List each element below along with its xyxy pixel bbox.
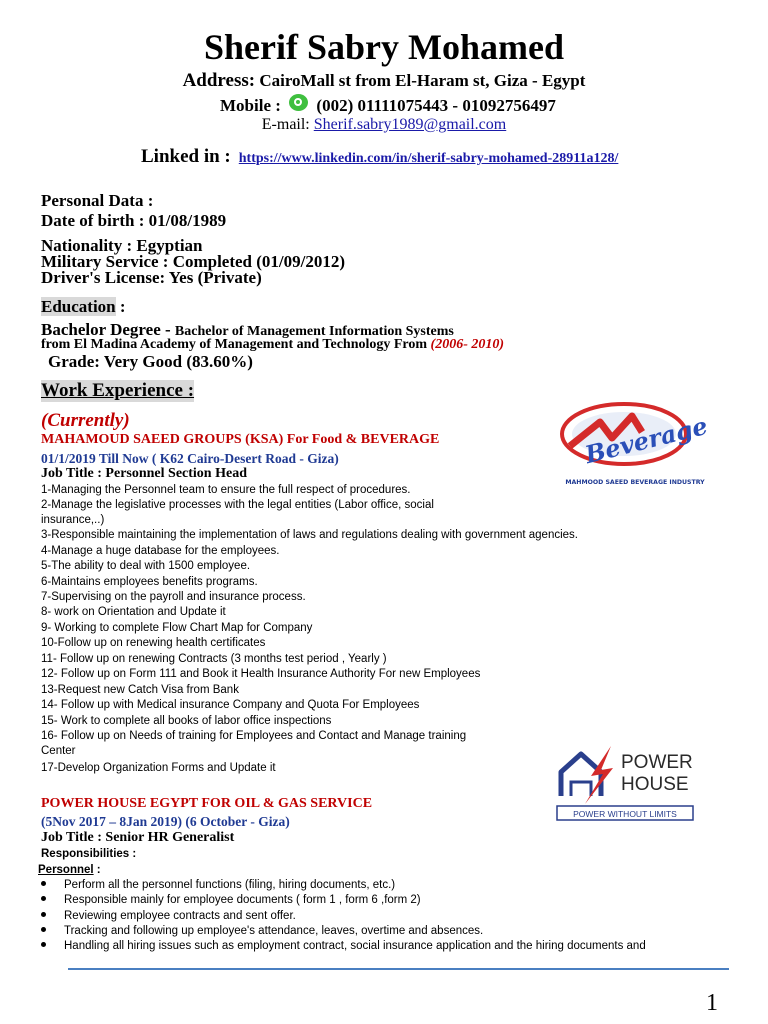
email-line bbox=[0, 116, 768, 134]
job1-duty: 8- work on Orientation and Update it bbox=[41, 606, 226, 618]
job1-duty: 14- Follow up with Medical insurance Company and Quota For Employees bbox=[41, 699, 420, 711]
military-service: Military Service : Completed (01/09/2012) bbox=[41, 252, 346, 271]
power-house-logo-line1: POWER bbox=[621, 752, 693, 773]
mobile-label: Mobile : bbox=[220, 96, 281, 115]
candidate-name: Sherif Sabry Mohamed bbox=[204, 27, 564, 67]
academy-years: (2006- 2010) bbox=[430, 337, 505, 352]
job1-duty: 2-Manage the legislative processes with the legal entities (Labor office, social bbox=[41, 499, 434, 511]
academy-line bbox=[41, 337, 504, 353]
degree-label: Bachelor Degree - bbox=[41, 320, 175, 339]
job2-dates: (5Nov 2017 – 8Jan 2019) (6 October - Giza) bbox=[41, 814, 290, 829]
mobile-value: (002) 01111075443 - 01092756497 bbox=[316, 96, 556, 115]
job2-bullet-text: Tracking and following up employee's attendance, leaves, overtime and absences. bbox=[64, 925, 484, 937]
job2-bullet-text: Handling all hiring issues such as employment contract, social insurance application and the hiring documents and bbox=[64, 940, 646, 952]
email-link[interactable]: Sherif.sabry1989@gmail.com bbox=[313, 116, 507, 133]
education-heading-text: Education bbox=[41, 297, 116, 316]
personnel-label: Personnel bbox=[38, 864, 94, 876]
beverage-logo-text: Beverage bbox=[582, 410, 711, 470]
job1-duty: 12- Follow up on Form 111 and Book it Health Insurance Authority For new Employees bbox=[41, 668, 481, 680]
job2-bullet-text: Perform all the personnel functions (filing, hiring documents, etc.) bbox=[64, 879, 396, 891]
currently-label: (Currently) bbox=[41, 410, 130, 431]
bullet-dot-icon bbox=[41, 881, 46, 886]
job1-duty: 13-Request new Catch Visa from Bank bbox=[41, 684, 239, 696]
job1-dates: 01/1/2019 Till Now ( K62 Cairo-Desert Road - Giza) bbox=[41, 451, 339, 466]
job1-duty: 15- Work to complete all books of labor office inspections bbox=[41, 715, 332, 727]
linkedin-label: Linked in : bbox=[141, 146, 231, 167]
job2-title: Job Title : Senior HR Generalist bbox=[41, 830, 235, 845]
power-house-logo bbox=[555, 742, 695, 824]
bullet-dot-icon bbox=[41, 927, 46, 932]
job2-bullet bbox=[41, 925, 483, 937]
job2-bullet bbox=[41, 879, 395, 891]
job1-duty: 10-Follow up on renewing health certificates bbox=[41, 637, 266, 649]
drivers-license: Driver's License: Yes (Private) bbox=[41, 268, 262, 287]
linkedin-link[interactable]: https://www.linkedin.com/in/sherif-sabry-mohamed-28911a128/ bbox=[238, 151, 619, 166]
date-of-birth: Date of birth : 01/08/1989 bbox=[41, 211, 227, 230]
degree-value: Bachelor of Management Information Systems bbox=[174, 324, 454, 339]
job1-duty: 1-Managing the Personnel team to ensure the full respect of procedures. bbox=[41, 484, 411, 496]
education-heading-suffix: : bbox=[115, 297, 126, 316]
address-value: CairoMall st from El-Haram st, Giza - Egypt bbox=[255, 71, 586, 90]
personal-data-heading: Personal Data : bbox=[41, 191, 154, 210]
footer-divider bbox=[68, 968, 729, 970]
power-house-tagline: POWER WITHOUT LIMITS bbox=[573, 809, 677, 819]
education-heading bbox=[41, 297, 126, 317]
job2-bullet-text: Responsible mainly for employee documents ( form 1 , form 6 ,form 2) bbox=[64, 894, 421, 906]
address-line bbox=[0, 70, 768, 92]
mobile-line bbox=[220, 96, 556, 116]
bullet-dot-icon bbox=[41, 912, 46, 917]
grade-line: Grade: Very Good (83.60%) bbox=[48, 352, 253, 371]
job1-duty: 3-Responsible maintaining the implementation of laws and regulations dealing with government agencies. bbox=[41, 529, 578, 541]
beverage-logo-caption: MAHMOOD SAEED BEVERAGE INDUSTRY bbox=[565, 479, 705, 486]
power-house-logo-line2: HOUSE bbox=[621, 774, 689, 795]
job1-duty: 17-Develop Organization Forms and Update it bbox=[41, 762, 276, 774]
bullet-dot-icon bbox=[41, 896, 46, 901]
nationality: Nationality : Egyptian bbox=[41, 236, 203, 255]
personnel-heading bbox=[38, 864, 101, 876]
responsibilities-label: Responsibilities : bbox=[41, 848, 137, 860]
job1-duty: insurance,..) bbox=[41, 514, 105, 526]
job1-duty: 7-Supervising on the payroll and insurance process. bbox=[41, 591, 306, 603]
job2-bullet bbox=[41, 894, 421, 906]
job1-duty: 6-Maintains employees benefits programs. bbox=[41, 576, 258, 588]
whatsapp-icon bbox=[289, 94, 308, 111]
job1-duty: 4-Manage a huge database for the employees. bbox=[41, 545, 280, 557]
work-experience-heading: Work Experience : bbox=[41, 380, 195, 401]
beverage-logo bbox=[540, 396, 730, 490]
bullet-dot-icon bbox=[41, 942, 46, 947]
academy-text: from El Madina Academy of Management and Technology From bbox=[41, 337, 431, 352]
address-label: Address: bbox=[182, 70, 256, 91]
email-label: E-mail: bbox=[261, 116, 314, 133]
page-number: 1 bbox=[706, 990, 718, 1016]
job1-duty: 11- Follow up on renewing Contracts (3 months test period , Yearly ) bbox=[41, 653, 387, 665]
personnel-suffix: : bbox=[93, 864, 101, 876]
job2-bullet bbox=[41, 910, 296, 922]
job1-duty: 5-The ability to deal with 1500 employee. bbox=[41, 560, 251, 572]
linkedin-line bbox=[141, 146, 618, 168]
job1-duty: 16- Follow up on Needs of training for Employees and Contact and Manage training bbox=[41, 730, 467, 742]
job2-bullet-text: Reviewing employee contracts and sent offer. bbox=[64, 910, 296, 922]
job1-duty: Center bbox=[41, 745, 76, 757]
job2-company: POWER HOUSE EGYPT FOR OIL & GAS SERVICE bbox=[41, 796, 373, 811]
job2-bullet bbox=[41, 940, 646, 952]
job1-duty: 9- Working to complete Flow Chart Map for Company bbox=[41, 622, 313, 634]
job1-company: MAHAMOUD SAEED GROUPS (KSA) For Food & BEVERAGE bbox=[41, 432, 440, 447]
job1-title: Job Title : Personnel Section Head bbox=[41, 466, 247, 481]
